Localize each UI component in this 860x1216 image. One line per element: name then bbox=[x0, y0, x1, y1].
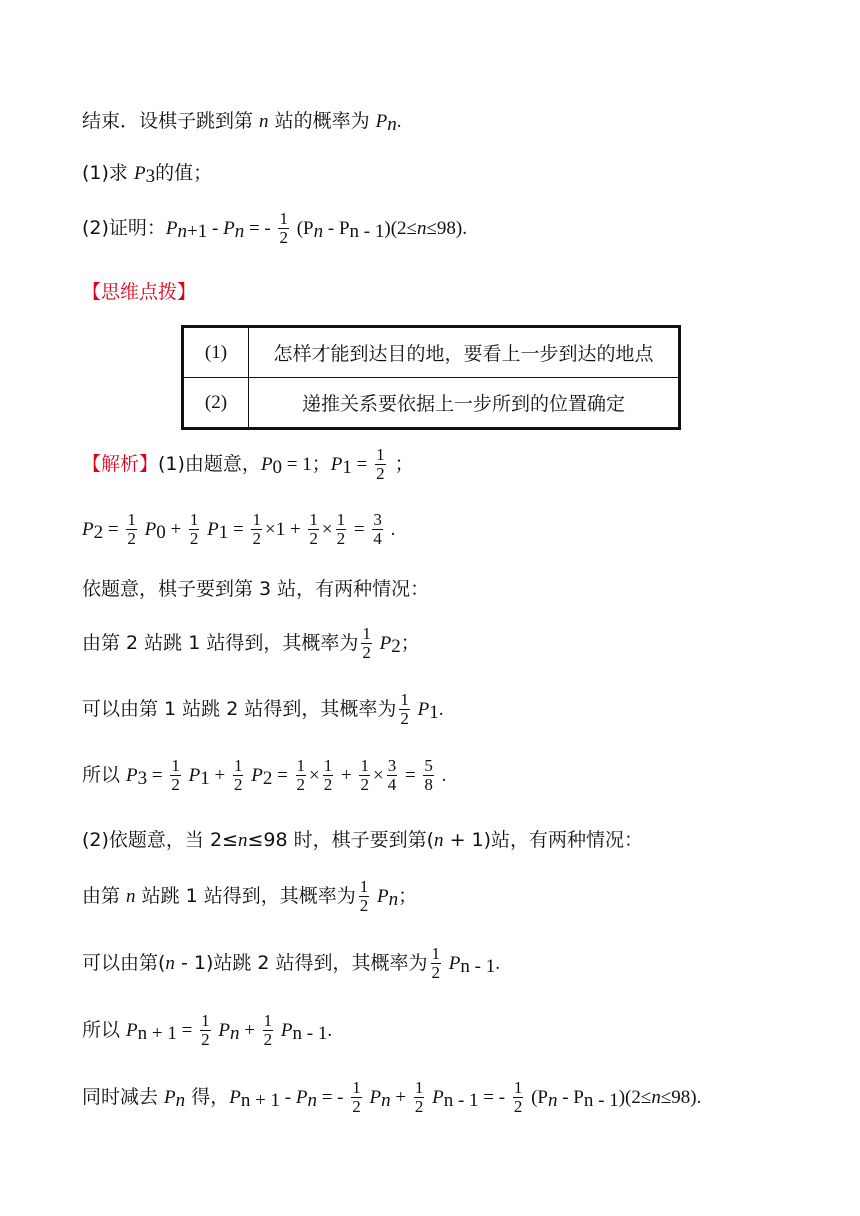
hint-num: (2) bbox=[183, 378, 249, 429]
solution-line-5: 可以由第 1 站跳 2 站得到，其概率为 $\frac{1}{2}$ $P_1$. bbox=[82, 690, 444, 728]
solution-line-3: 依题意，棋子要到第 3 站，有两种情况： bbox=[82, 578, 430, 600]
solution-line-9: 可以由第(n - 1)站跳 2 站得到，其概率为 $\frac{1}{2}$ $P_{n - 1}$. bbox=[82, 944, 500, 982]
solution-line-8: 由第 n 站跳 1 站得到，其概率为 $\frac{1}{2}$ $P_n$； bbox=[82, 877, 418, 915]
question-1: (1)求 $P_3$的值； bbox=[82, 162, 213, 187]
hint-num: (1) bbox=[183, 327, 249, 378]
hint-row bbox=[183, 327, 680, 378]
hint-table bbox=[181, 325, 681, 430]
solution-line-2: $P_2$ = $\frac{1}{2}$ $P_0$ + $\frac{1}{2}$ $P_1$ = $\frac{1}{2}$ ×1 + $\frac{1}{2}$ × $\frac{1}{2}$ = $\frac{3}{4}$ . bbox=[82, 510, 396, 548]
solution-line-7: (2)依题意，当 2≤n≤98 时，棋子要到第(n + 1)站，有两种情况： bbox=[82, 829, 644, 851]
hint-title: 【思维点拨】 bbox=[82, 281, 197, 303]
fraction: $\frac{1}{2}$ bbox=[279, 209, 288, 247]
fraction: $\frac{1}{2}$ bbox=[376, 445, 385, 483]
hint-row bbox=[183, 378, 680, 429]
solution-line-1: 【解析】(1)由题意，$P_0 = 1$；$P_1$ = $\frac{1}{2}$ ； bbox=[82, 445, 414, 483]
solution-label: 【解析】 bbox=[82, 452, 159, 475]
solution-line-6: 所以 $P_3$ = $\frac{1}{2}$ $P_1$ + $\frac{1}{2}$ $P_2$ = $\frac{1}{2}$ × $\frac{1}{2}$ + $\frac{1}{2}$ × $\frac{3}{4}$ = $\frac{5}{8}$ . bbox=[82, 756, 447, 794]
question-2: (2)证明：$P_{n+1} - P_n$ = - $\frac{1}{2}$ $(P_n - P_{n - 1})(2\le n\le 98)$. bbox=[82, 209, 467, 247]
solution-line-11: 同时减去 $P_n$ 得，$P_{n + 1} - P_n$ = - $\frac{1}{2}$ $P_n$ + $\frac{1}{2}$ $P_{n - 1}$ = - $\frac{1}{2}$ $(P_n - P_{n - 1})(2\le n\le 98)$. bbox=[82, 1078, 702, 1116]
solution-line-4: 由第 2 站跳 1 站得到，其概率为 $\frac{1}{2}$ $P_2$； bbox=[82, 624, 420, 662]
hint-text: 怎样才能到达目的地，要看上一步到达的地点 bbox=[249, 327, 680, 378]
intro-line: 结束．设棋子跳到第 n 站的概率为 $P_n$. bbox=[82, 110, 402, 135]
solution-line-10: 所以 $P_{n + 1}$ = $\frac{1}{2}$ $P_n$ + $\frac{1}{2}$ $P_{n - 1}$. bbox=[82, 1011, 333, 1049]
hint-text: 递推关系要依据上一步所到的位置确定 bbox=[249, 378, 680, 429]
